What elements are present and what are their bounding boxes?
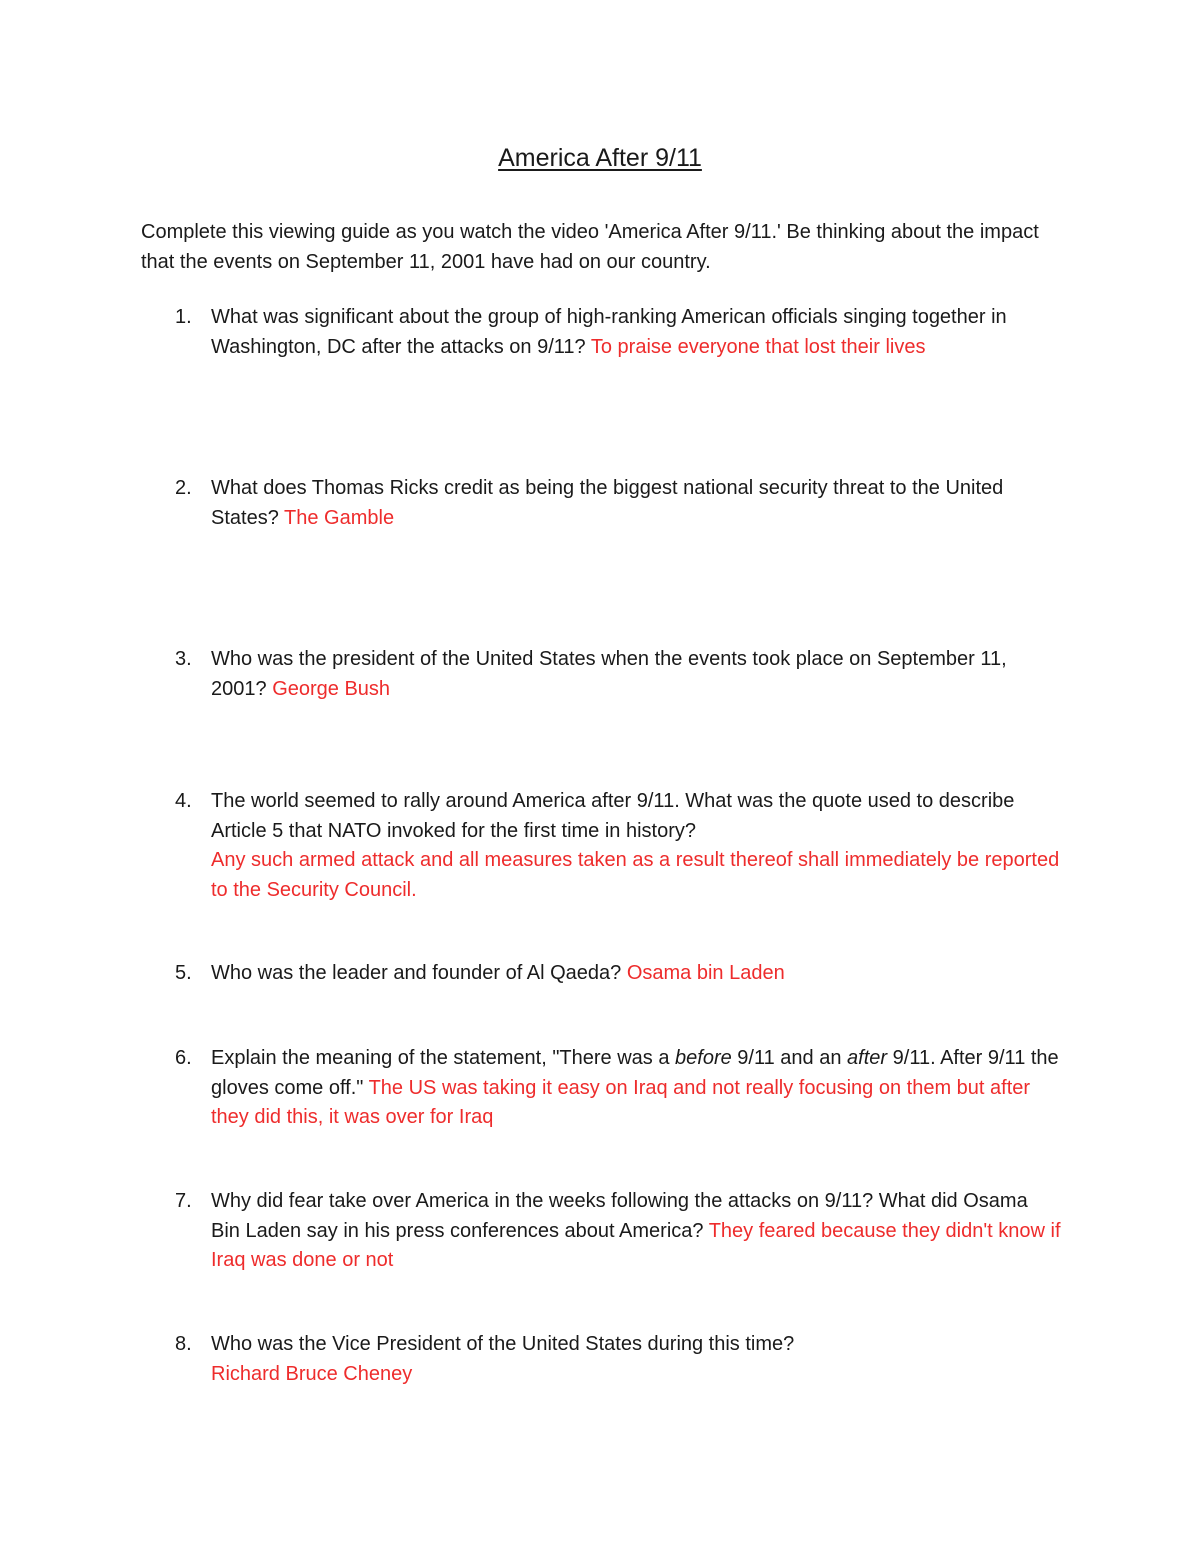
question-item-5 <box>141 959 1061 989</box>
question-number: 2. <box>175 477 192 499</box>
question-number: 3. <box>175 648 192 670</box>
question-text: The world seemed to rally around America after 9/11. What was the quote used to describe Article 5 that NATO invoked for the first time in history? <box>211 790 1015 842</box>
question-item-6 <box>141 1044 1061 1133</box>
answer-text: The Gamble <box>284 506 395 529</box>
answer-text: George Bush <box>272 677 391 700</box>
page-title <box>0 142 1200 174</box>
question-text: What was significant about the group of high-ranking American officials singing together in Washington, DC after the attacks on 9/11? <box>211 306 1007 358</box>
question-text: Who was the president of the United States when the events took place on September 11, 2001? <box>211 648 1007 700</box>
answer-text: They feared because they didn't know if Iraq was done or not <box>211 1219 1061 1271</box>
question-item-2 <box>141 474 1061 533</box>
question-item-4 <box>141 787 1061 905</box>
question-number: 1. <box>175 306 192 328</box>
question-text: Who was the leader and founder of Al Qaeda? <box>211 962 622 984</box>
question-text-part: 9/11. After 9/11 the gloves come off." <box>211 1047 1059 1099</box>
question-item-7 <box>141 1187 1061 1276</box>
question-text-part: 9/11 and an <box>731 1047 848 1069</box>
question-item-3 <box>141 645 1061 704</box>
question-number: 5. <box>175 962 192 984</box>
question-number: 7. <box>175 1190 192 1212</box>
answer-text: To praise everyone that lost their lives <box>590 335 926 358</box>
question-text: Why did fear take over America in the weeks following the attacks on 9/11? What did Osama Bin Laden say in his press conferences about America? <box>211 1190 1028 1242</box>
question-text: Who was the Vice President of the United States during this time? <box>211 1333 795 1355</box>
question-number: 4. <box>175 790 192 812</box>
question-text-emphasis: after <box>847 1047 888 1069</box>
question-item-1 <box>141 303 1061 362</box>
answer-text: The US was taking it easy on Iraq and not really focusing on them but after they did this, it was over for Iraq <box>211 1076 1031 1128</box>
question-number: 8. <box>175 1333 192 1355</box>
question-number: 6. <box>175 1047 192 1069</box>
question-text-emphasis: before <box>675 1047 732 1069</box>
answer-text: Osama bin Laden <box>626 962 785 984</box>
page-title-text: America After 9/11 <box>498 144 702 172</box>
answer-text: Richard Bruce Cheney <box>211 1362 413 1385</box>
question-text-part: Explain the meaning of the statement, "There was a <box>211 1047 676 1069</box>
intro-paragraph: Complete this viewing guide as you watch the video 'America After 9/11.' Be thinking about the impact that the events on September 11, 2001 have had on our country. <box>141 221 1039 273</box>
question-text: What does Thomas Ricks credit as being the biggest national security threat to the United States? <box>211 477 1004 529</box>
answer-text: Any such armed attack and all measures taken as a result thereof shall immediately be reported to the Security Council. <box>211 849 1060 901</box>
question-item-8 <box>141 1330 1061 1389</box>
